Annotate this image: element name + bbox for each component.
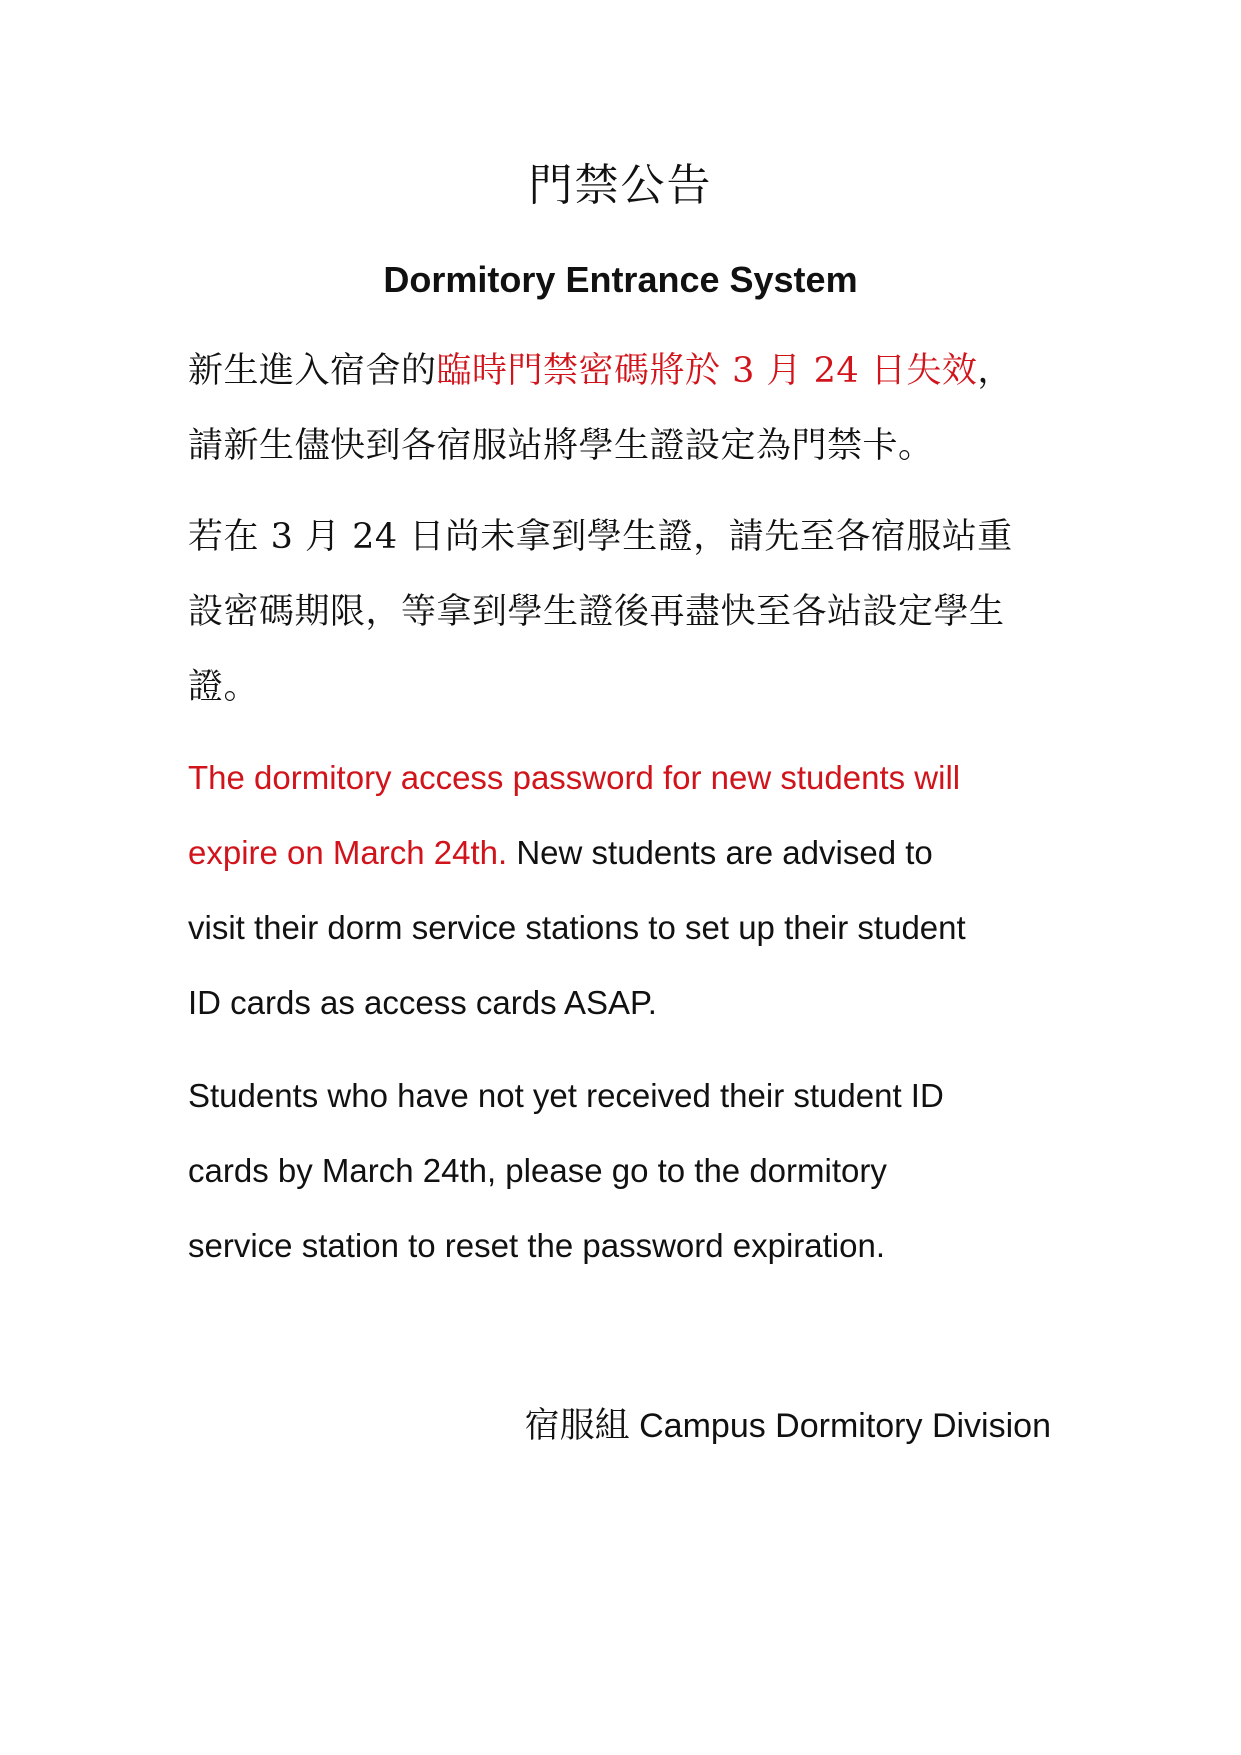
notice-title-english: Dormitory Entrance System	[383, 259, 858, 300]
chinese-paragraph-2-line-3: 證。	[188, 667, 260, 707]
english-paragraph-2-line-3: service station to reset the password expiration.	[188, 1227, 886, 1264]
english-paragraph-1-highlight: expire on March 24th.	[188, 834, 508, 871]
english-paragraph-2-line-2: cards by March 24th, please go to the dormitory	[188, 1152, 887, 1189]
chinese-paragraph-1-prefix: 新生進入宿舍的	[188, 351, 437, 391]
signature-chinese: 宿服組	[524, 1406, 630, 1446]
chinese-paragraph-1	[188, 334, 1058, 484]
english-paragraph-2	[188, 1058, 1058, 1283]
chinese-paragraph-1-highlight: 臨時門禁密碼將於 3 月 24 日失效	[436, 351, 978, 391]
english-paragraph-1-line-3: visit their dorm service stations to set up their student	[188, 909, 966, 946]
notice-title-chinese: 門禁公告	[528, 160, 713, 211]
english-paragraph-1-line-2-rest: New students are advised to	[507, 834, 933, 871]
chinese-paragraph-2-line-2: 設密碼期限，等拿到學生證後再盡快至各站設定學生	[188, 592, 1005, 632]
english-paragraph-1-line-2	[188, 815, 1058, 890]
english-paragraph-1-line-1: The dormitory access password for new students will	[188, 759, 961, 796]
chinese-paragraph-1-suffix: ，	[977, 351, 1013, 391]
chinese-paragraph-2-line-1: 若在 3 月 24 日尚未拿到學生證，請先至各宿服站重	[188, 517, 1013, 557]
chinese-paragraph-1-line-2: 請新生儘快到各宿服站將學生證設定為門禁卡。	[188, 426, 934, 466]
signature-english: Campus Dormitory Division	[629, 1407, 1051, 1445]
english-paragraph-1-line-4: ID cards as access cards ASAP.	[188, 984, 657, 1021]
chinese-paragraph-2	[188, 500, 1058, 725]
signature	[525, 1396, 1051, 1456]
chinese-paragraph-1-line-1	[188, 334, 1058, 409]
english-paragraph-2-line-1: Students who have not yet received their student ID	[188, 1077, 944, 1114]
english-paragraph-1	[188, 740, 1058, 1040]
